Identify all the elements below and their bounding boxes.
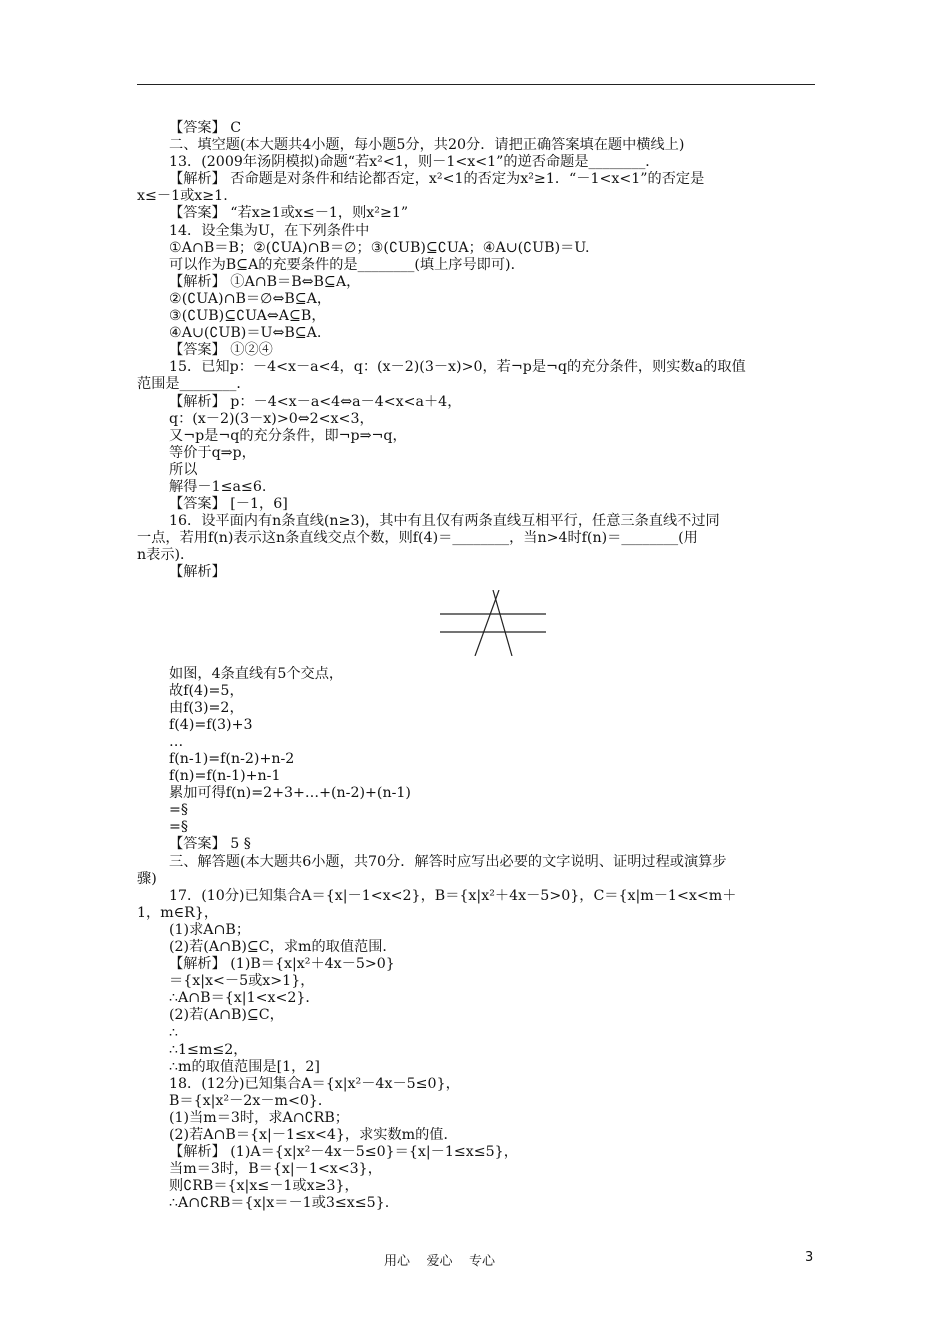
analysis-line: ∴A∩B＝{x|1<x<2}． xyxy=(169,990,320,1007)
analysis-line: 【解析】 ①A∩B＝B⇔B⊆A， xyxy=(169,273,361,290)
footer-text: 用心 爱心 专心 xyxy=(384,1254,496,1269)
analysis-line: 又¬p是¬q的充分条件，即¬p⇒¬q， xyxy=(169,427,407,444)
answer-line: 【答案】 C xyxy=(169,120,242,136)
question-17-part: (1)求A∩B； xyxy=(169,921,251,938)
question-18-part: (1)当m＝3时，求A∩∁RB； xyxy=(169,1109,349,1126)
question-15: 15．已知p：－4<x－a<4，q：(x－2)(3－x)>0，若¬p是¬q的充分条件，则实数a的取值 xyxy=(169,359,746,376)
section-heading-solutions: 三、解答题(本大题共6小题，共70分．解答时应写出必要的文字说明、证明过程或演算步 xyxy=(169,853,727,870)
analysis-line: 【解析】 否命题是对条件和结论都否定，x²<1的否定为x²≥1．“－1<x<1”的否定是 xyxy=(169,171,705,188)
section-heading-cont: 骤) xyxy=(137,870,157,887)
analysis-line: 累加可得f(n)=2+3+…+(n-2)+(n-1) xyxy=(169,785,411,802)
analysis-line: 【解析】 (1)A＝{x|x²－4x－5≤0}＝{x|－1≤x≤5}， xyxy=(169,1144,518,1161)
question-17-part: (2)若(A∩B)⊆C，求m的取值范围． xyxy=(169,939,397,956)
slanted-line-right xyxy=(493,590,512,656)
analysis-line: … xyxy=(169,733,184,750)
analysis-line: 则∁RB＝{x|x≤－1或x≥3}， xyxy=(169,1178,359,1195)
analysis-line: (2)若(A∩B)⊆C， xyxy=(169,1007,284,1024)
question-17-cont: 1，m∈R}， xyxy=(137,904,219,921)
analysis-line: 【解析】 p：－4<x－a<4⇔a－4<x<a＋4， xyxy=(169,393,462,410)
analysis-line: ∴A∩∁RB＝{x|x＝－1或3≤x≤5}. xyxy=(169,1195,390,1212)
page-footer xyxy=(0,1250,950,1268)
analysis-line: ＝{x|x<－5或x>1}， xyxy=(169,973,315,990)
question-16-cont: n表示)． xyxy=(137,547,195,564)
question-16: 16．设平面内有n条直线(n≥3)，其中有且仅有两条直线互相平行，任意三条直线不过同 xyxy=(169,513,720,530)
analysis-line: 由f(3)=2， xyxy=(169,699,244,716)
analysis-line: 等价于q⇒p， xyxy=(169,444,256,461)
question-18-part: (2)若A∩B＝{x|－1≤x<4}，求实数m的值． xyxy=(169,1127,458,1144)
answer-line: 【答案】 ①②④ xyxy=(169,342,273,359)
answer-line: 【答案】 [－1，6] xyxy=(169,496,288,513)
analysis-line: 如图，4条直线有5个交点， xyxy=(169,665,344,682)
analysis-line: 故f(4)=5， xyxy=(169,682,244,699)
analysis-line: 解得－1≤a≤6. xyxy=(169,478,267,495)
analysis-line: ∴ xyxy=(169,1024,179,1041)
analysis-line: f(n-1)=f(n-2)+n-2 xyxy=(169,751,295,767)
analysis-line: q：(x－2)(3－x)>0⇔2<x<3， xyxy=(169,410,374,427)
analysis-line: f(4)=f(3)+3 xyxy=(169,716,253,733)
lines-figure xyxy=(137,590,817,656)
analysis-line: 【解析】 (1)B＝{x|x²＋4x－5>0} xyxy=(169,956,395,973)
analysis-line: =§ xyxy=(169,819,188,836)
question-14-prompt: 可以作为B⊆A的充要条件的是________(填上序号即可)． xyxy=(169,256,525,273)
analysis-line: 所以 xyxy=(169,461,198,478)
question-14-options: ①A∩B＝B；②(∁UA)∩B＝∅；③(∁UB)⊆∁UA；④A∪(∁UB)＝U. xyxy=(169,239,590,256)
question-15-cont: 范围是________． xyxy=(137,376,251,393)
analysis-line: f(n)=f(n-1)+n-1 xyxy=(169,768,281,785)
page-body xyxy=(137,120,817,1213)
analysis-line: ④A∪(∁UB)＝U⇔B⊆A. xyxy=(169,325,322,342)
analysis-line: 当m＝3时，B＝{x|－1<x<3}， xyxy=(169,1161,382,1178)
question-18-cont: B＝{x|x²－2x－m<0}． xyxy=(169,1092,333,1109)
analysis-line: ②(∁UA)∩B＝∅⇔B⊆A， xyxy=(169,290,332,307)
header-rule xyxy=(137,84,815,85)
question-16-cont: 一点，若用f(n)表示这n条直线交点个数，则f(4)＝________，当n>4时f(n)＝________(用 xyxy=(137,530,698,547)
answer-line: 【答案】 “若x≥1或x≤－1，则x²≥1” xyxy=(169,205,409,222)
analysis-label: 【解析】 xyxy=(169,564,226,581)
analysis-line: ③(∁UB)⊆∁UA⇔A⊆B， xyxy=(169,308,326,325)
question-14: 14．设全集为U，在下列条件中 xyxy=(169,222,370,239)
analysis-line: ∴1≤m≤2， xyxy=(169,1041,248,1058)
analysis-line: =§ xyxy=(169,802,188,819)
analysis-line: x≤－1或x≥1. xyxy=(137,188,228,205)
question-18: 18．(12分)已知集合A＝{x|x²－4x－5≤0}， xyxy=(169,1075,460,1092)
answer-line: 【答案】 5 § xyxy=(169,836,251,853)
section-heading-fill-in: 二、填空题(本大题共4小题，每小题5分，共20分．请把正确答案填在题中横线上) xyxy=(169,137,685,154)
question-13: 13．(2009年汤阴模拟)命题“若x²<1，则－1<x<1”的逆否命题是________． xyxy=(169,154,660,171)
page-number: 3 xyxy=(805,1250,814,1265)
question-17: 17．(10分)已知集合A＝{x|－1<x<2}，B＝{x|x²＋4x－5>0}，C＝{x|m－1<x<m＋ xyxy=(169,887,737,904)
analysis-line: ∴m的取值范围是[1，2] xyxy=(169,1058,320,1075)
